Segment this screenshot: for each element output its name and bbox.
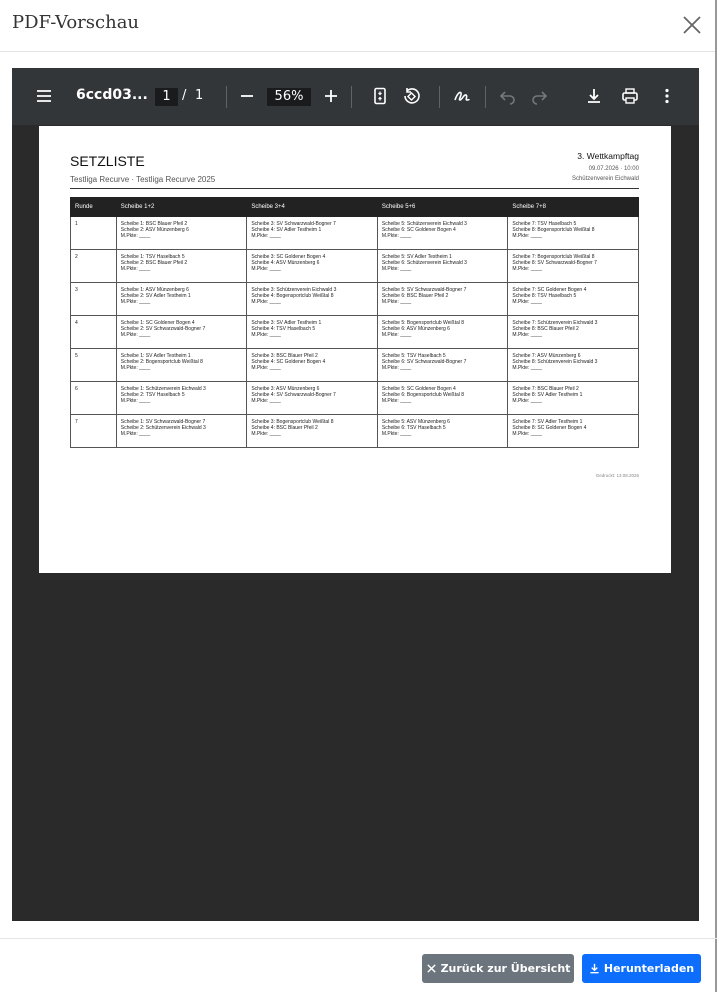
- pairing-cell: [116, 349, 247, 382]
- print-icon[interactable]: [619, 85, 641, 107]
- pairing-cell: [116, 250, 247, 283]
- target-assignment: Scheibe 5: SC Goldener Bogen 4: [381, 386, 456, 392]
- target-assignment: Scheibe 7: Bogensportclub Weißtal 8: [512, 254, 595, 260]
- target-assignment: Scheibe 2: SV Adler Testheim 1: [120, 293, 191, 300]
- target-assignment: Scheibe 3: Schützenverein Eichwald 3: [251, 287, 337, 293]
- pairing-cell: [377, 283, 508, 316]
- pairing-cell: [377, 316, 508, 349]
- toolbar-divider: [439, 86, 440, 108]
- target-assignment: Scheibe 5: Schützenverein Eichwald 3: [381, 221, 467, 227]
- target-assignment: Scheibe 1: SV Schwarzwald-Bogner 7: [120, 419, 206, 425]
- match-points-line: M.Pkte: ____: [120, 365, 151, 372]
- page-separator: /: [182, 88, 187, 103]
- download-button[interactable]: [582, 954, 701, 983]
- pdf-viewer: [12, 68, 699, 921]
- match-points-line: M.Pkte: ____: [512, 266, 542, 273]
- seeding-table: [70, 197, 639, 448]
- file-title: 6ccd03...: [76, 87, 148, 103]
- pairing-cell: [247, 316, 378, 349]
- match-points-line: M.Pkte: ____: [512, 332, 542, 339]
- x-icon: [426, 963, 437, 974]
- table-row: [71, 415, 639, 448]
- target-assignment: Scheibe 1: BSC Blauer Pfeil 2: [120, 221, 188, 227]
- modal-title: PDF-Vorschau: [12, 12, 140, 33]
- match-points-line: M.Pkte: ____: [381, 299, 412, 306]
- target-assignment: Scheibe 4: TSV Haselbach 5: [251, 326, 316, 333]
- back-to-overview-button[interactable]: [422, 954, 574, 983]
- target-assignment: Scheibe 3: BSC Blauer Pfeil 2: [251, 353, 318, 359]
- target-assignment: Scheibe 8: TSV Haselbach 5: [512, 293, 577, 300]
- target-assignment: Scheibe 8: SV Adler Testheim 1: [512, 392, 583, 399]
- column-header: Runde: [71, 198, 117, 217]
- match-points-line: M.Pkte: ____: [381, 398, 412, 405]
- pairing-cell: [508, 250, 639, 283]
- document-title: SETZLISTE: [70, 153, 145, 169]
- toolbar-divider: [226, 86, 227, 108]
- match-points-line: M.Pkte: ____: [120, 266, 151, 273]
- target-assignment: Scheibe 4: Bogensportclub Weißtal 8: [251, 293, 334, 300]
- pairing-cell: [377, 250, 508, 283]
- target-assignment: Scheibe 6: BSC Blauer Pfeil 2: [381, 293, 449, 300]
- target-assignment: Scheibe 8: BSC Blauer Pfeil 2: [512, 326, 579, 333]
- target-assignment: Scheibe 5: SV Adler Testheim 1: [381, 254, 452, 260]
- target-assignment: Scheibe 4: SC Goldener Bogen 4: [251, 359, 326, 366]
- target-assignment: Scheibe 5: SV Schwarzwald-Bogner 7: [381, 287, 467, 293]
- target-assignment: Scheibe 1: Schützenverein Eichwald 3: [120, 386, 206, 392]
- page-total: 1: [195, 88, 204, 103]
- target-assignment: Scheibe 2: SV Schwarzwald-Bogner 7: [120, 326, 206, 333]
- pairing-cell: [247, 415, 378, 448]
- pairing-cell: [116, 283, 247, 316]
- pairing-cell: [247, 382, 378, 415]
- plus-icon[interactable]: [320, 85, 342, 107]
- target-assignment: Scheibe 8: SC Goldener Bogen 4: [512, 425, 587, 432]
- match-points-line: M.Pkte: ____: [512, 299, 542, 306]
- target-assignment: Scheibe 8: Schützenverein Eichwald 3: [512, 359, 598, 366]
- target-assignment: Scheibe 8: SV Schwarzwald-Bogner 7: [512, 260, 597, 267]
- target-assignment: Scheibe 7: TSV Haselbach 5: [512, 221, 577, 227]
- pairing-cell: [116, 316, 247, 349]
- target-assignment: Scheibe 1: SC Goldener Bogen 4: [120, 320, 195, 326]
- match-points-line: M.Pkte: ____: [120, 398, 151, 405]
- menu-icon[interactable]: [33, 85, 55, 107]
- target-assignment: Scheibe 4: BSC Blauer Pfeil 2: [251, 425, 318, 432]
- pen-icon[interactable]: [451, 85, 473, 107]
- download-icon: [589, 963, 600, 974]
- target-assignment: Scheibe 7: SV Adler Testheim 1: [512, 419, 583, 425]
- more-vertical-icon[interactable]: [656, 85, 678, 107]
- match-points-line: M.Pkte: ____: [251, 299, 281, 306]
- printed-date: Gedruckt: 13.08.2026: [595, 473, 639, 478]
- target-assignment: Scheibe 6: SV Schwarzwald-Bogner 7: [381, 359, 467, 366]
- pairing-cell: [508, 415, 639, 448]
- target-assignment: Scheibe 5: TSV Haselbach 5: [381, 353, 446, 359]
- round-cell: 5: [71, 349, 117, 382]
- round-cell: 1: [71, 217, 117, 250]
- round-cell: 3: [71, 283, 117, 316]
- host-club: Schützenverein Eichwald: [571, 176, 639, 182]
- match-points-line: M.Pkte: ____: [120, 431, 151, 438]
- target-assignment: Scheibe 1: ASV Münzenberg 6: [120, 287, 189, 293]
- rotate-icon[interactable]: [400, 85, 422, 107]
- minus-icon[interactable]: [236, 85, 258, 107]
- target-assignment: Scheibe 2: Bogensportclub Weißtal 8: [120, 359, 203, 366]
- column-header: Scheibe 3+4: [247, 198, 378, 217]
- target-assignment: Scheibe 5: ASV Münzenberg 6: [381, 419, 450, 425]
- match-points-line: M.Pkte: ____: [120, 233, 151, 240]
- match-points-line: M.Pkte: ____: [251, 233, 281, 240]
- pairing-cell: [377, 217, 508, 250]
- pairing-cell: [508, 382, 639, 415]
- match-points-line: M.Pkte: ____: [251, 365, 281, 372]
- pairing-cell: [247, 217, 378, 250]
- match-points-line: M.Pkte: ____: [381, 365, 412, 372]
- column-header: Scheibe 1+2: [116, 198, 247, 217]
- back-button-label: Zurück zur Übersicht: [440, 962, 571, 975]
- target-assignment: Scheibe 7: SC Goldener Bogen 4: [512, 287, 587, 293]
- target-assignment: Scheibe 6: Schützenverein Eichwald 3: [381, 260, 467, 267]
- match-points-line: M.Pkte: ____: [251, 266, 281, 273]
- close-icon[interactable]: [681, 14, 703, 36]
- target-assignment: Scheibe 5: Bogensportclub Weißtal 8: [381, 320, 465, 326]
- pairing-cell: [116, 217, 247, 250]
- target-assignment: Scheibe 7: Schützenverein Eichwald 3: [512, 320, 598, 326]
- target-assignment: Scheibe 8: Bogensportclub Weißtal 8: [512, 227, 595, 234]
- table-row: [71, 382, 639, 415]
- match-points-line: M.Pkte: ____: [251, 332, 281, 339]
- table-header-row: [71, 198, 639, 217]
- match-points-line: M.Pkte: ____: [512, 431, 542, 438]
- match-points-line: M.Pkte: ____: [381, 332, 412, 339]
- target-assignment: Scheibe 3: SV Adler Testheim 1: [251, 320, 322, 326]
- target-assignment: Scheibe 7: ASV Münzenberg 6: [512, 353, 581, 359]
- target-assignment: Scheibe 3: Bogensportclub Weißtal 8: [251, 419, 334, 425]
- match-points-line: M.Pkte: ____: [120, 299, 151, 306]
- round-cell: 2: [71, 250, 117, 283]
- column-header: Scheibe 7+8: [508, 198, 639, 217]
- document-subtitle: Testliga Recurve · Testliga Recurve 2025: [70, 175, 216, 184]
- zoom-input[interactable]: 56%: [267, 88, 311, 106]
- target-assignment: Scheibe 6: Bogensportclub Weißtal 8: [381, 392, 465, 399]
- page-number-input[interactable]: 1: [155, 88, 178, 106]
- match-points-line: M.Pkte: ____: [120, 332, 151, 339]
- target-assignment: Scheibe 3: SC Goldener Bogen 4: [251, 254, 326, 260]
- target-assignment: Scheibe 1: TSV Haselbach 5: [120, 254, 185, 260]
- match-points-line: M.Pkte: ____: [381, 233, 412, 240]
- round-cell: 7: [71, 415, 117, 448]
- target-assignment: Scheibe 6: TSV Haselbach 5: [381, 425, 446, 432]
- toolbar-divider: [485, 86, 486, 108]
- target-assignment: Scheibe 7: BSC Blauer Pfeil 2: [512, 386, 579, 392]
- download-icon[interactable]: [583, 85, 605, 107]
- target-assignment: Scheibe 4: SV Adler Testheim 1: [251, 227, 322, 234]
- pairing-cell: [508, 283, 639, 316]
- pairing-cell: [247, 250, 378, 283]
- target-assignment: Scheibe 2: BSC Blauer Pfeil 2: [120, 260, 188, 267]
- match-points-line: M.Pkte: ____: [381, 266, 412, 273]
- modal-footer: [0, 938, 717, 992]
- match-points-line: M.Pkte: ____: [251, 431, 281, 438]
- column-header: Scheibe 5+6: [377, 198, 508, 217]
- pairing-cell: [377, 415, 508, 448]
- match-points-line: M.Pkte: ____: [512, 233, 542, 240]
- pairing-cell: [377, 349, 508, 382]
- target-assignment: Scheibe 4: ASV Münzenberg 6: [251, 260, 320, 267]
- target-assignment: Scheibe 3: ASV Münzenberg 6: [251, 386, 320, 392]
- toolbar-divider: [351, 86, 352, 108]
- competition-day: 3. Wettkampftag: [577, 151, 639, 161]
- modal-header: [0, 0, 717, 52]
- target-assignment: Scheibe 1: SV Adler Testheim 1: [120, 353, 191, 359]
- header-rule: [70, 188, 639, 189]
- table-row: [71, 349, 639, 382]
- table-row: [71, 283, 639, 316]
- competition-datetime: 09.07.2026 · 10:00: [588, 166, 639, 172]
- pairing-cell: [377, 382, 508, 415]
- target-assignment: Scheibe 6: SC Goldener Bogen 4: [381, 227, 456, 234]
- target-assignment: Scheibe 2: TSV Haselbach 5: [120, 392, 185, 399]
- target-assignment: Scheibe 2: ASV Münzenberg 6: [120, 227, 189, 234]
- pairing-cell: [116, 415, 247, 448]
- target-assignment: Scheibe 6: ASV Münzenberg 6: [381, 326, 450, 333]
- pairing-cell: [508, 316, 639, 349]
- pairing-cell: [508, 349, 639, 382]
- target-assignment: Scheibe 4: SV Schwarzwald-Bogner 7: [251, 392, 336, 399]
- match-points-line: M.Pkte: ____: [512, 365, 542, 372]
- pdf-toolbar: [12, 68, 699, 125]
- download-button-label: Herunterladen: [603, 962, 695, 975]
- pairing-cell: [508, 217, 639, 250]
- target-assignment: Scheibe 3: SV Schwarzwald-Bogner 7: [251, 221, 336, 227]
- pairing-cell: [247, 349, 378, 382]
- table-row: [71, 316, 639, 349]
- redo-icon[interactable]: [528, 85, 550, 107]
- match-points-line: M.Pkte: ____: [381, 431, 412, 438]
- pdf-page: [39, 126, 671, 573]
- match-points-line: M.Pkte: ____: [512, 398, 542, 405]
- fit-page-icon[interactable]: [369, 85, 391, 107]
- pairing-cell: [116, 382, 247, 415]
- table-row: [71, 217, 639, 250]
- table-body: [71, 217, 639, 448]
- round-cell: 6: [71, 382, 117, 415]
- round-cell: 4: [71, 316, 117, 349]
- pairing-cell: [247, 283, 378, 316]
- undo-icon[interactable]: [497, 85, 519, 107]
- match-points-line: M.Pkte: ____: [251, 398, 281, 405]
- table-row: [71, 250, 639, 283]
- target-assignment: Scheibe 2: Schützenverein Eichwald 3: [120, 425, 206, 432]
